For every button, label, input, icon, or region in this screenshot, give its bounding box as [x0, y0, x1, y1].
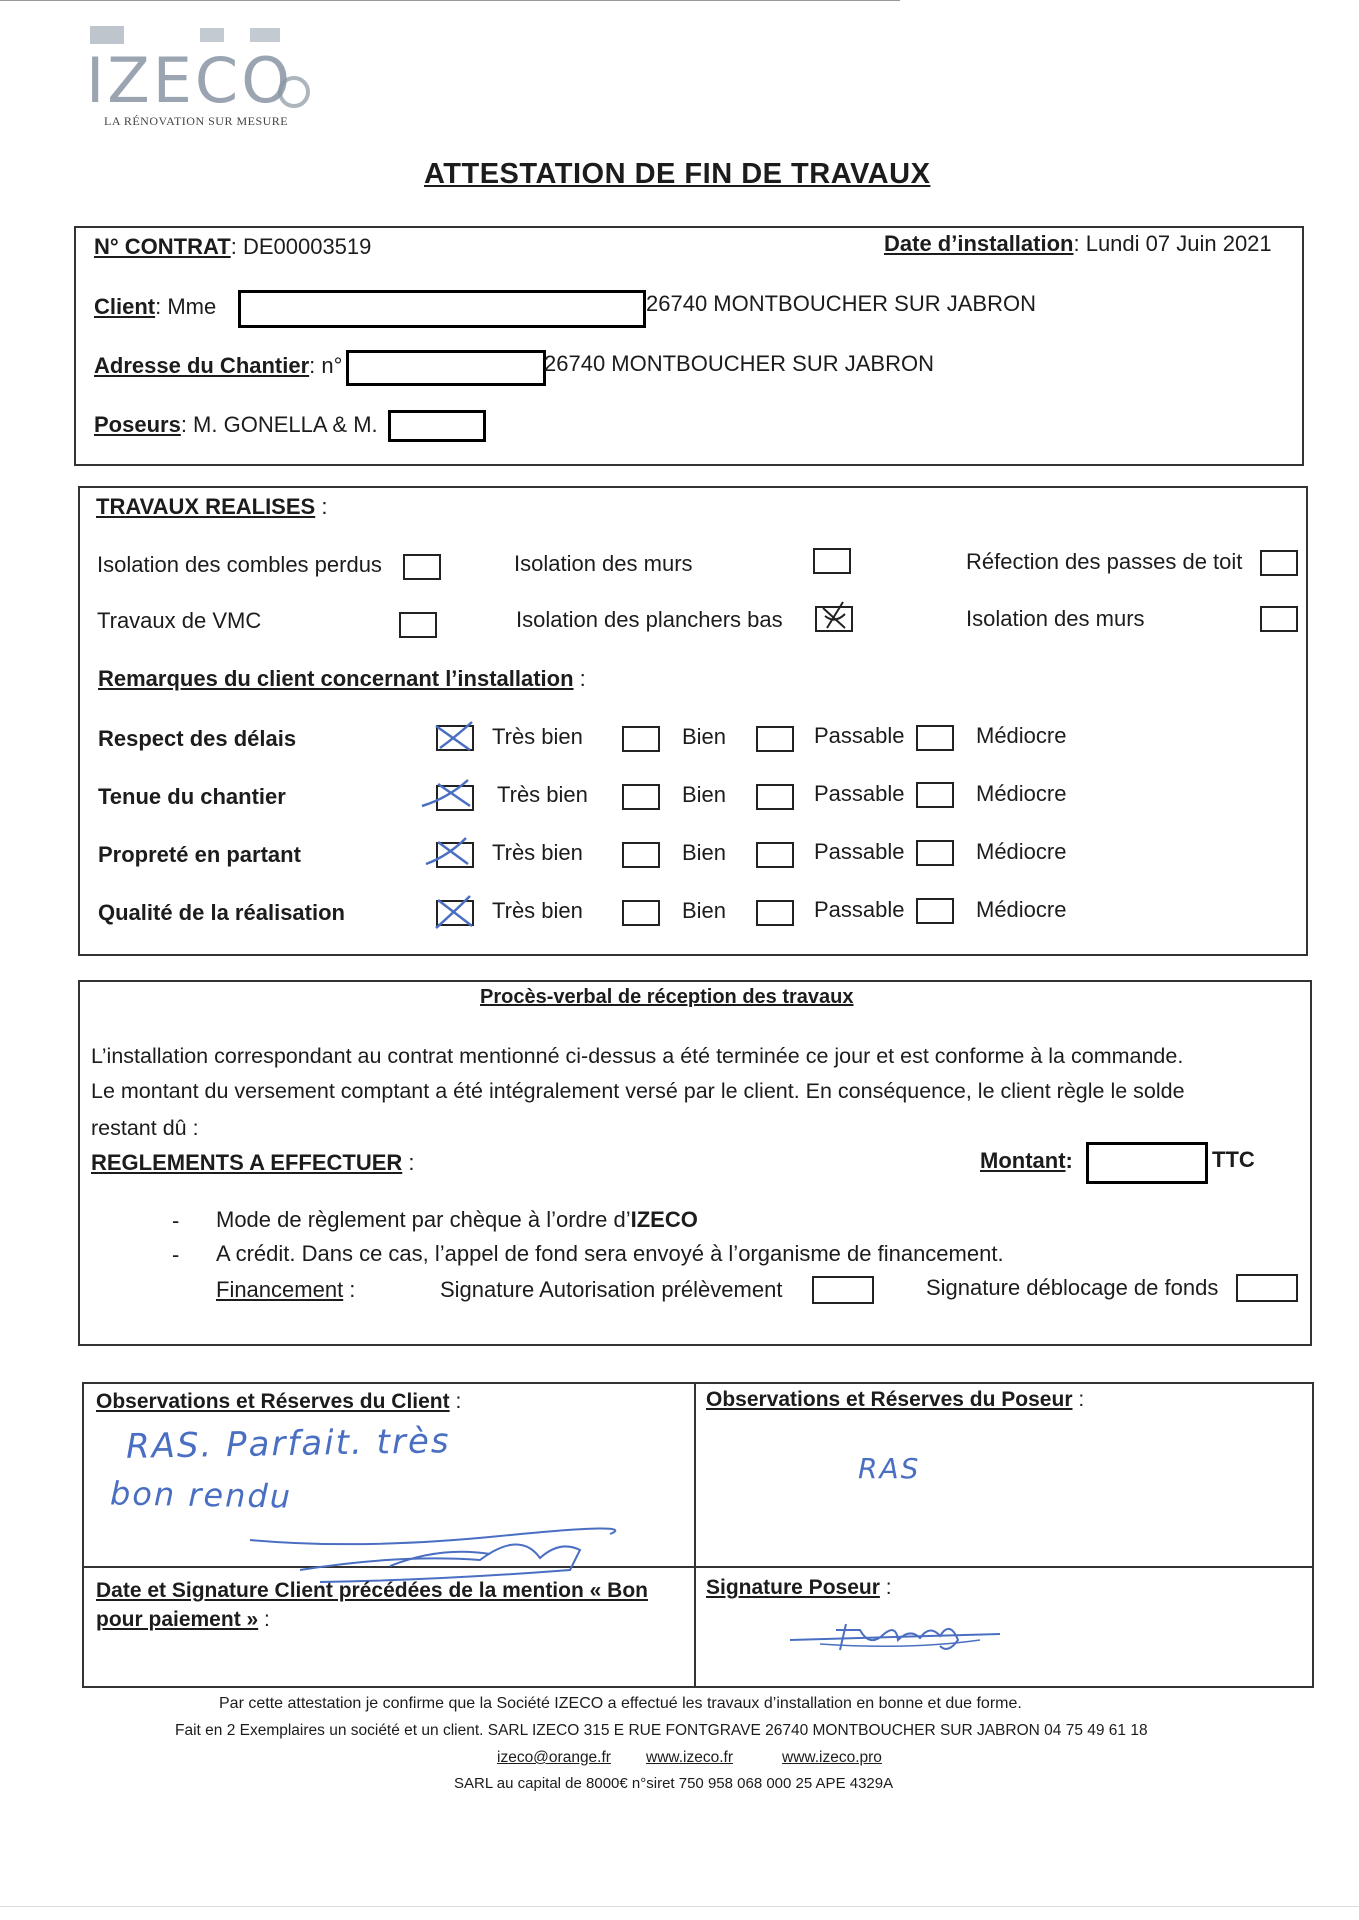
rating-label: Très bien	[492, 724, 583, 749]
rating-label: Médiocre	[976, 839, 1067, 864]
footer-email-link[interactable]: izeco@orange.fr	[497, 1749, 611, 1766]
client-signature-label: Date et Signature Client précédées de la mention « Bon pour paiement » :	[96, 1579, 648, 1631]
cross-mark-icon	[418, 776, 478, 812]
logo-tagline: LA RÉNOVATION SUR MESURE	[104, 114, 289, 128]
observations-vertical-divider	[694, 1382, 696, 1686]
payment-option-credit: A crédit. Dans ce cas, l’appel de fond sera envoyé à l’organisme de financement.	[216, 1241, 1004, 1266]
work-item-checkbox[interactable]	[403, 554, 441, 580]
rating-checkbox-bien[interactable]	[622, 842, 660, 868]
signature-prelevement-checkbox[interactable]	[812, 1276, 874, 1304]
report-text-line: restant dû :	[91, 1116, 199, 1140]
rating-label: Médiocre	[976, 723, 1067, 748]
amount-currency: TTC	[1212, 1147, 1255, 1172]
criterion-label: Tenue du chantier	[98, 784, 286, 809]
rating-checkbox-mediocre[interactable]	[916, 782, 954, 808]
site-address-redaction	[346, 350, 546, 386]
work-item-checkbox[interactable]	[399, 612, 437, 638]
work-item-checkbox[interactable]	[1260, 550, 1298, 576]
rating-label: Très bien	[492, 898, 583, 923]
payments-heading: REGLEMENTS A EFFECTUER :	[91, 1150, 415, 1175]
payment-bullet: -	[172, 1242, 180, 1267]
criterion-label: Propreté en partant	[98, 842, 301, 867]
works-heading: TRAVAUX REALISES :	[96, 494, 328, 519]
footer-website-link[interactable]: www.izeco.fr	[646, 1749, 733, 1766]
rating-checkbox-bien[interactable]	[622, 784, 660, 810]
footer-legal-info: SARL au capital de 8000€ n°siret 750 958 068 000 25 APE 4329A	[454, 1775, 894, 1792]
rating-label: Très bien	[497, 782, 588, 807]
rating-label: Passable	[814, 839, 905, 864]
report-text-line: Le montant du versement comptant a été intégralement versé par le client. En conséquence, le client règle le solde	[91, 1079, 1185, 1103]
work-item-label: Isolation des planchers bas	[516, 607, 783, 632]
rating-label: Bien	[682, 898, 727, 923]
rating-label: Très bien	[492, 840, 583, 865]
installer-signature	[780, 1610, 1020, 1660]
installer-handwritten-remark: RAS	[858, 1452, 921, 1485]
client-name-redaction	[238, 290, 646, 328]
rating-label: Passable	[814, 781, 905, 806]
installer-observations-label: Observations et Réserves du Poseur :	[706, 1388, 1085, 1411]
rating-label: Médiocre	[976, 781, 1067, 806]
financing-label: Financement :	[216, 1277, 356, 1302]
logo-wordmark: IZECO	[86, 44, 294, 117]
footer-company-address: Fait en 2 Exemplaires un société et un client. SARL IZECO 315 E RUE FONTGRAVE 26740 MONTBOUCHER SUR JABRON 04 75 49 61 18	[175, 1722, 1148, 1739]
rating-checkbox-bien[interactable]	[622, 900, 660, 926]
installation-date: Date d’installation: Lundi 07 Juin 2021	[884, 231, 1272, 256]
criterion-label: Qualité de la réalisation	[98, 900, 345, 925]
rating-checkbox-bien[interactable]	[622, 726, 660, 752]
installer-name-redaction	[388, 410, 486, 442]
report-text-line: L’installation correspondant au contrat mentionné ci-dessus a été terminée ce jour et est conforme à la commande.	[91, 1044, 1184, 1068]
site-address-city: 26740 MONTBOUCHER SUR JABRON	[544, 351, 934, 376]
footer-website-link-pro[interactable]: www.izeco.pro	[782, 1749, 882, 1766]
criterion-label: Respect des délais	[98, 726, 297, 751]
rating-checkbox-mediocre[interactable]	[916, 840, 954, 866]
cross-mark-icon	[420, 834, 476, 870]
installer-signature-label: Signature Poseur :	[706, 1576, 892, 1599]
rating-checkbox-passable[interactable]	[756, 842, 794, 868]
rating-checkbox-mediocre[interactable]	[916, 898, 954, 924]
work-item-label: Travaux de VMC	[97, 608, 262, 633]
signature-deblocage-label: Signature déblocage de fonds	[926, 1275, 1219, 1300]
contract-number: N° CONTRAT: DE00003519	[94, 234, 372, 259]
work-item-label: Isolation des combles perdus	[97, 552, 382, 577]
amount-label: Montant:	[980, 1148, 1073, 1173]
cross-mark-icon	[424, 892, 480, 932]
rating-label: Passable	[814, 897, 905, 922]
client-line: Client: Mme	[94, 294, 217, 319]
rating-label: Bien	[682, 724, 727, 749]
rating-checkbox-mediocre[interactable]	[916, 725, 954, 751]
work-item-checkbox[interactable]	[1260, 606, 1298, 632]
reception-report-heading: Procès-verbal de réception des travaux	[480, 986, 854, 1008]
signature-prelevement-label: Signature Autorisation prélèvement	[440, 1277, 783, 1302]
footer-confirmation: Par cette attestation je confirme que la Société IZECO a effectué les travaux d’installation en bonne et due forme.	[219, 1695, 1022, 1712]
work-item-checkbox[interactable]	[813, 548, 851, 574]
payment-option-cheque: Mode de règlement par chèque à l’ordre d’IZECO	[216, 1207, 698, 1232]
scan-bottom-edge	[0, 1906, 1359, 1907]
client-handwritten-remark-2: bon rendu	[109, 1474, 293, 1516]
rating-checkbox-passable[interactable]	[756, 726, 794, 752]
cross-mark-icon	[430, 718, 480, 754]
work-item-label: Isolation des murs	[966, 606, 1145, 631]
scan-top-edge	[0, 0, 900, 1]
client-city: 26740 MONTBOUCHER SUR JABRON	[646, 291, 1036, 316]
checkmark-icon	[815, 598, 855, 632]
rating-label: Bien	[682, 782, 727, 807]
rating-checkbox-passable[interactable]	[756, 900, 794, 926]
rating-checkbox-passable[interactable]	[756, 784, 794, 810]
rating-label: Bien	[682, 840, 727, 865]
remarks-heading: Remarques du client concernant l’installation :	[98, 666, 586, 691]
amount-redaction	[1086, 1142, 1208, 1184]
installers-line: Poseurs: M. GONELLA & M.	[94, 412, 378, 437]
payment-bullet: -	[172, 1208, 180, 1233]
page-title: ATTESTATION DE FIN DE TRAVAUX	[424, 158, 931, 190]
site-address-line: Adresse du Chantier: n°	[94, 353, 343, 378]
client-handwritten-remark-1: RAS. Parfait. très	[125, 1421, 451, 1467]
work-item-label: Réfection des passes de toit	[966, 549, 1243, 574]
rating-label: Médiocre	[976, 897, 1067, 922]
signature-deblocage-checkbox[interactable]	[1236, 1274, 1298, 1302]
client-observations-label: Observations et Réserves du Client :	[96, 1390, 462, 1413]
rating-label: Passable	[814, 723, 905, 748]
company-logo	[82, 22, 322, 132]
work-item-label: Isolation des murs	[514, 551, 693, 576]
